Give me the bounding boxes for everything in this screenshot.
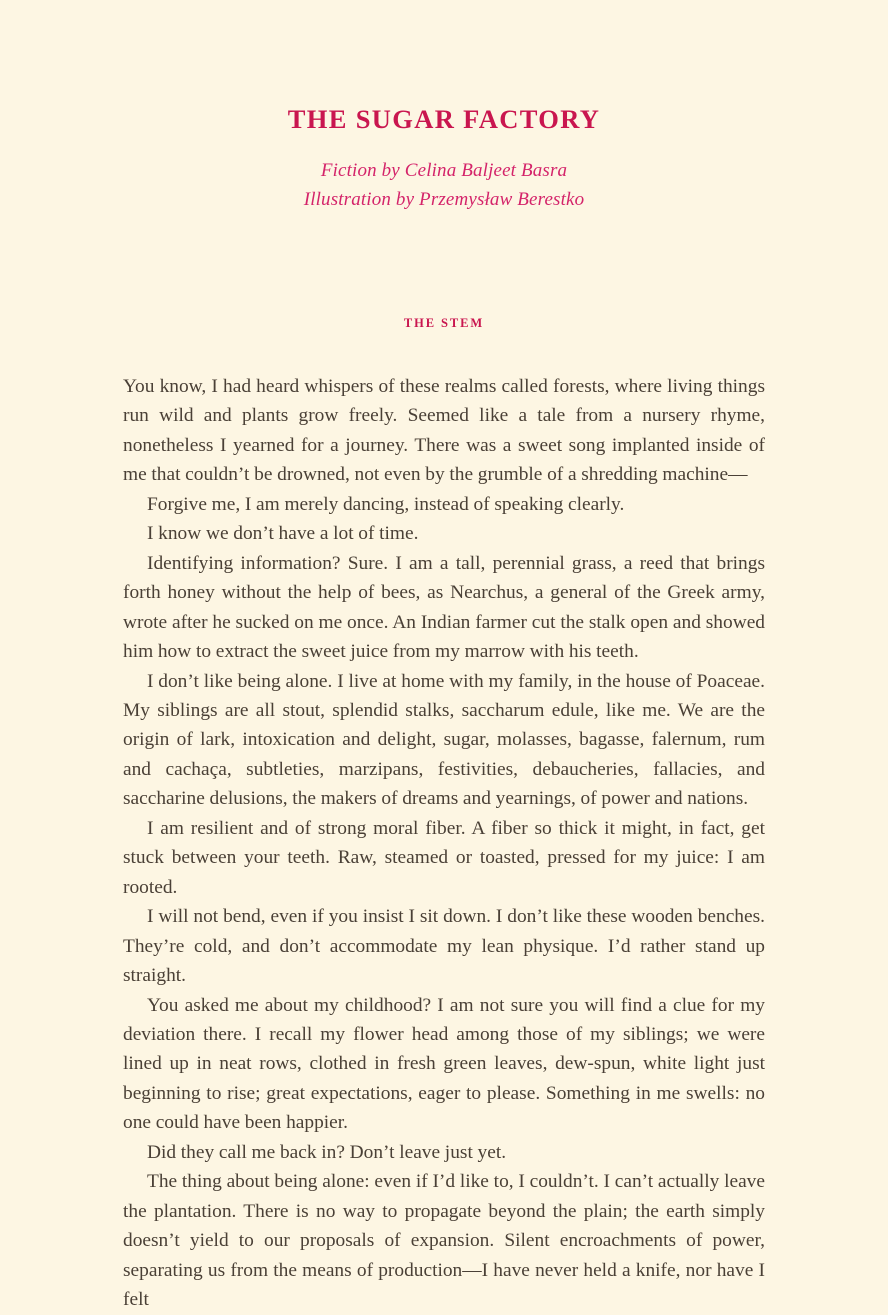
paragraph: Forgive me, I am merely dancing, instead of speaking clearly. [147,493,625,515]
byline-illustration: Illustration by Przemysław Berestko [303,189,585,211]
paragraph: The thing about being alone: even if I’d like to, I couldn’t. I can’t actually leave the plantation. There is no way to propagate beyond the plain; the earth simply doesn’t yield to our proposals of expansion. Silent encroachments of power, separating us from the means of production—I have never held a knife, nor have I felt [123,1171,765,1311]
masthead [0,0,888,215]
paragraph: I don’t like being alone. I live at home with my family, in the house of Poaceae. My siblings are all stout, splendid stalks, saccharum edule, like me. We are the origin of lark, intoxication and delight, sugar, molasses, bagasse, falernum, rum and cachaça, subtleties, marzipans, festivities, debaucheries, fallacies, and saccharine delusions, the makers of dreams and yearnings, of power and nations. [123,670,765,810]
paragraph: I will not bend, even if you insist I sit down. I don’t like these wooden benches. They’re cold, and don’t accommodate my lean physique. I’d rather stand up straight. [123,906,765,987]
paragraph: You know, I had heard whispers of these realms called forests, where living things run wild and plants grow freely. Seemed like a tale from a nursery rhyme, nonetheless I yearned for a journey. There was a sweet song implanted inside of me that couldn’t be drowned, not even by the grumble of a shredding machine— [123,376,765,486]
paragraph: I am resilient and of strong moral fiber. A fiber so thick it might, in fact, get stuck between your teeth. Raw, steamed or toasted, pressed for my juice: I am rooted. [123,817,765,898]
page-title: THE SUGAR FACTORY [287,104,601,134]
paragraph: I know we don’t have a lot of time. [147,523,419,545]
paragraph: Identifying information? Sure. I am a tall, perennial grass, a reed that brings forth honey without the help of bees, as Nearchus, a general of the Greek army, wrote after he sucked on me once. An Indian farmer cut the stalk open and showed him how to extract the sweet juice from my marrow with his teeth. [123,552,765,663]
byline-fiction: Fiction by Celina Baljeet Basra [320,160,568,182]
paragraph: Did they call me back in? Don’t leave just yet. [147,1141,507,1163]
paragraph: You asked me about my childhood? I am not sure you will find a clue for my deviation there. I recall my flower head among those of my siblings; we were lined up in neat rows, clothed in fresh green leaves, dew-spun, white light just beginning to rise; great expectations, eager to please. Something in me swells: no one could have been happier. [123,994,765,1134]
section-heading: THE STEM [403,316,485,331]
article-body [123,331,765,1315]
byline-block [0,157,888,215]
